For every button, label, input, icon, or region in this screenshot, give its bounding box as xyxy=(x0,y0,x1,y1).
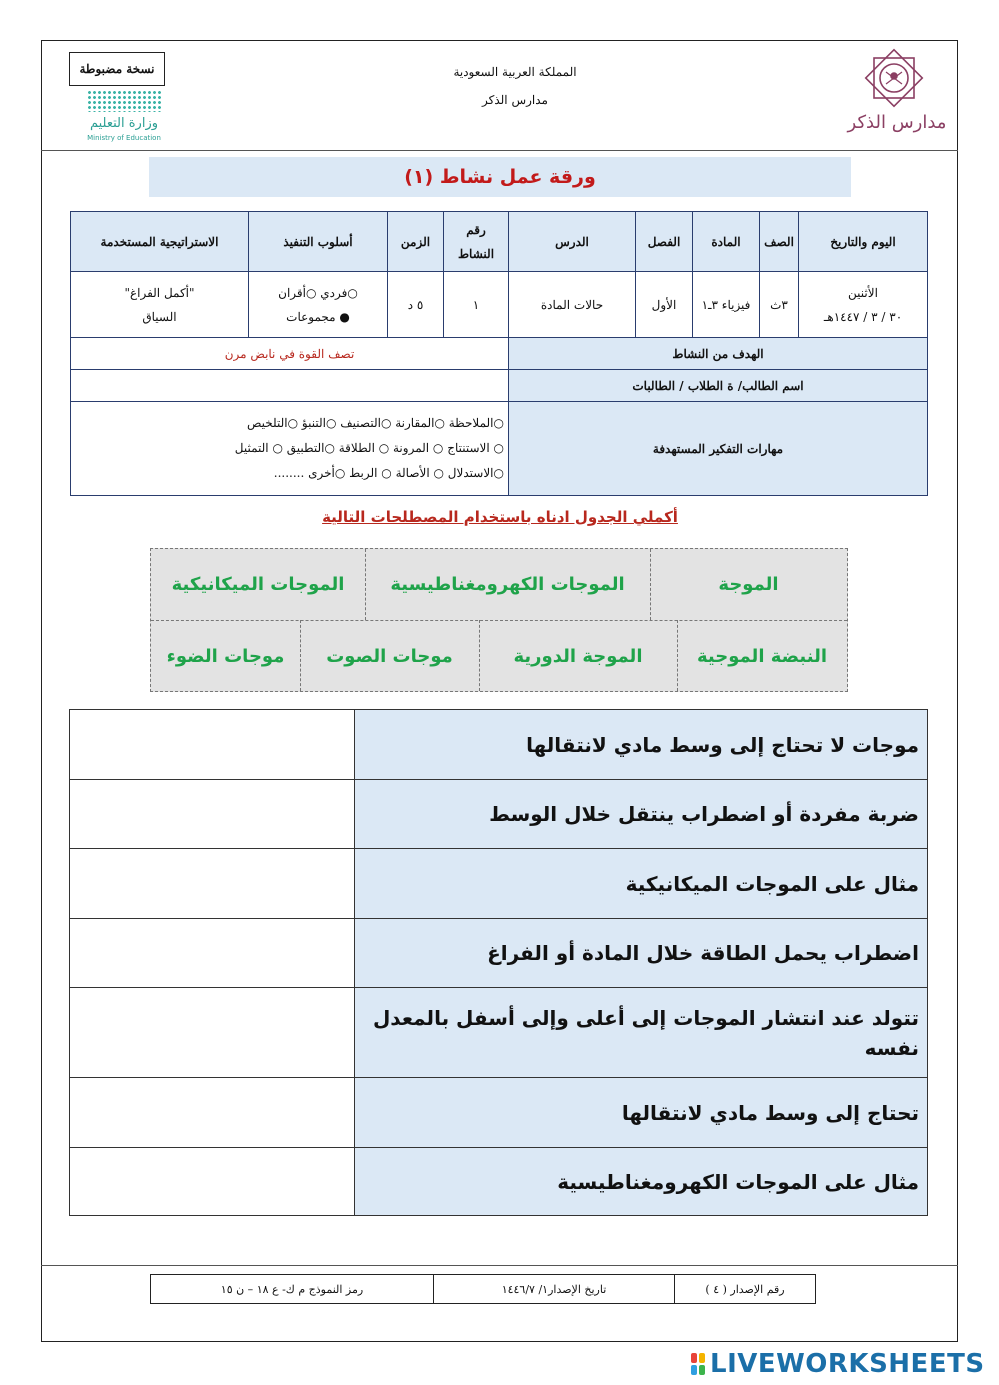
answer-table xyxy=(69,709,928,1216)
value-day: الأثنين xyxy=(848,285,878,300)
footer-divider xyxy=(41,1265,958,1266)
footer-version: رقم الإصدار ( ٤ ) xyxy=(675,1275,816,1304)
terms-col-divider xyxy=(300,620,301,691)
terms-col-divider xyxy=(365,549,366,620)
answer-field[interactable] xyxy=(70,1148,355,1216)
terms-col-divider xyxy=(479,620,480,691)
footer-issue-date: تاريخ الإصدار١/ ١٤٤٦/٧ xyxy=(434,1275,675,1304)
question-row-text: مثال على الموجات الميكانيكية xyxy=(355,849,928,919)
answer-field[interactable] xyxy=(70,849,355,919)
header-activity-no: رقم النشاط xyxy=(444,212,509,272)
skills-options[interactable] xyxy=(71,402,509,496)
terms-col-divider xyxy=(650,549,651,620)
value-class: ٣ث xyxy=(760,272,799,338)
value-strategy xyxy=(71,272,249,338)
info-table xyxy=(70,211,928,496)
term-light-waves: موجات الضوء xyxy=(166,645,285,667)
skills-line2[interactable]: ○ الاستنتاج ○ المرونة ○ الطلاقة ○التطبيق ○ التمثيل xyxy=(234,441,504,455)
term-sound-waves: موجات الصوت xyxy=(326,645,453,667)
answer-field[interactable] xyxy=(70,710,355,780)
header-lesson: الدرس xyxy=(509,212,636,272)
instruction-text: أكملي الجدول ادناه باستخدام المصطلحات التالية xyxy=(322,508,678,526)
answer-field[interactable] xyxy=(70,1078,355,1148)
ministry-name-ar: وزارة التعليم xyxy=(89,116,159,131)
worksheet-title: ورقة عمل نشاط (١) xyxy=(404,166,596,188)
term-mechanical-waves: الموجات الميكانيكية xyxy=(171,574,345,595)
header-center xyxy=(400,58,630,114)
header-time: الزمن xyxy=(388,212,444,272)
school-logo-name: مدارس الذكر xyxy=(847,112,947,133)
term-periodic-wave: الموجة الدورية xyxy=(513,645,643,667)
ministry-name-en: Ministry of Education xyxy=(87,134,161,142)
student-label: اسم الطالب/ ة الطلاب / الطالبات xyxy=(509,370,928,402)
terms-col-divider xyxy=(677,620,678,691)
strategy-line1: "أكمل الفراغ" xyxy=(124,285,195,300)
question-row-text: ضربة مفردة أو اضطراب ينتقل خلال الوسط xyxy=(355,780,928,849)
terms-box xyxy=(150,548,848,692)
question-row-text: اضطراب يحمل الطاقة خلال المادة أو الفراغ xyxy=(355,919,928,988)
copy-label-box: نسخة مضبوطة xyxy=(69,52,165,86)
answer-field[interactable] xyxy=(70,919,355,988)
watermark-text: LIVEWORKSHEETS xyxy=(710,1349,985,1379)
answer-field[interactable] xyxy=(70,780,355,849)
value-day-date xyxy=(799,272,928,338)
value-subject: فيزياء ٣ـ١ xyxy=(693,272,760,338)
goal-value: تصف القوة في نابض مرن xyxy=(71,338,509,370)
question-row-text: موجات لا تحتاج إلى وسط مادي لانتقالها xyxy=(355,710,928,780)
term-em-waves: الموجات الكهرومغناطيسية xyxy=(390,574,625,595)
header-method: أسلوب التنفيذ xyxy=(249,212,388,272)
title-band xyxy=(149,157,851,197)
value-activity-no: ١ xyxy=(444,272,509,338)
header-divider xyxy=(41,150,958,151)
header-strategy: الاستراتيجية المستخدمة xyxy=(71,212,249,272)
terms-row-divider xyxy=(151,620,847,621)
method-options-line1[interactable]: ○فردي ○أقران xyxy=(278,285,358,300)
value-date: ٣٠ / ٣ / ١٤٤٧هـ xyxy=(823,309,903,324)
kingdom-name: المملكة العربية السعودية xyxy=(453,65,577,79)
term-wave: الموجة xyxy=(718,574,779,595)
question-row-text: تتولد عند انتشار الموجات إلى أعلى وإلى أسفل بالمعدل نفسه xyxy=(355,988,928,1078)
value-lesson: حالات المادة xyxy=(509,272,636,338)
header-class: الصف xyxy=(760,212,799,272)
footer-table xyxy=(150,1274,816,1304)
strategy-line2: السياق xyxy=(142,309,177,324)
value-time: ٥ د xyxy=(388,272,444,338)
header-term: الفصل xyxy=(636,212,693,272)
goal-label: الهدف من النشاط xyxy=(509,338,928,370)
value-term: الأول xyxy=(636,272,693,338)
question-row-text: تحتاج إلى وسط مادي لانتقالها xyxy=(355,1078,928,1148)
header-day-date: اليوم والتاريخ xyxy=(799,212,928,272)
footer-form-code: رمز النموذج م ك- ع ١٨ – ن ١٥ xyxy=(151,1275,434,1304)
skills-label: مهارات التفكير المستهدفة xyxy=(509,402,928,496)
liveworksheets-watermark xyxy=(690,1349,990,1379)
term-wave-pulse: النبضة الموجية xyxy=(696,645,828,667)
schools-name: مدارس الذكر xyxy=(482,93,548,107)
answer-field[interactable] xyxy=(70,988,355,1078)
value-method[interactable] xyxy=(249,272,388,338)
ministry-dots-icon xyxy=(87,90,161,112)
skills-line3[interactable]: ○الاستدلال ○ الأصالة ○ الربط ○أخرى ........ xyxy=(273,466,504,480)
liveworksheets-logo-icon xyxy=(690,1352,706,1376)
student-name-field[interactable] xyxy=(71,370,509,402)
method-options-line2[interactable]: ● مجموعات xyxy=(286,309,350,324)
skills-line1[interactable]: ○الملاحظة ○المقارنة ○التصنيف ○التنبؤ ○التلخيص xyxy=(246,416,504,430)
ministry-logo xyxy=(84,90,164,146)
header-subject: المادة xyxy=(693,212,760,272)
question-row-text: مثال على الموجات الكهرومغناطيسية xyxy=(355,1148,928,1216)
